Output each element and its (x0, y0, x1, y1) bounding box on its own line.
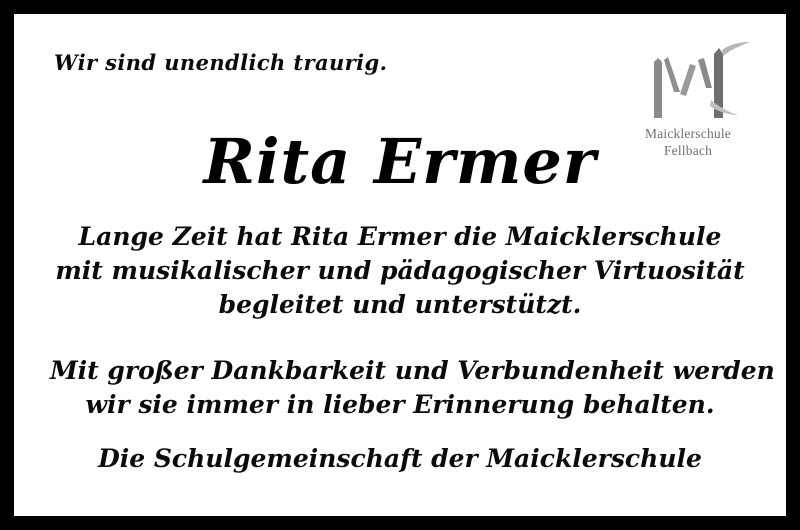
logo-text-line-1: Maicklerschule (644, 126, 731, 141)
tribute-paragraph-2 (50, 354, 775, 422)
tribute-paragraph-1 (50, 220, 750, 322)
paragraph-line: Mit großer Dankbarkeit und Verbundenheit werden (50, 356, 775, 385)
paragraph-line: Die Schulgemeinschaft der Maicklerschule (98, 444, 702, 473)
signature-line (50, 442, 750, 476)
logo-text-line-2: Fellbach (663, 143, 713, 158)
deceased-name: Rita Ermer (203, 125, 597, 198)
notice-card (14, 14, 786, 516)
school-logo (618, 40, 758, 175)
opening-line: Wir sind unendlich traurig. (54, 50, 388, 75)
maicklerschule-m-logo-icon (618, 40, 758, 125)
paragraph-line: wir sie immer in lieber Erinnerung behalten. (85, 390, 715, 419)
paragraph-line: Lange Zeit hat Rita Ermer die Maicklerschule (78, 222, 722, 251)
paragraph-line: mit musikalischer und pädagogischer Virtuosität (55, 256, 745, 285)
paragraph-line: begleitet und unterstützt. (218, 290, 582, 319)
